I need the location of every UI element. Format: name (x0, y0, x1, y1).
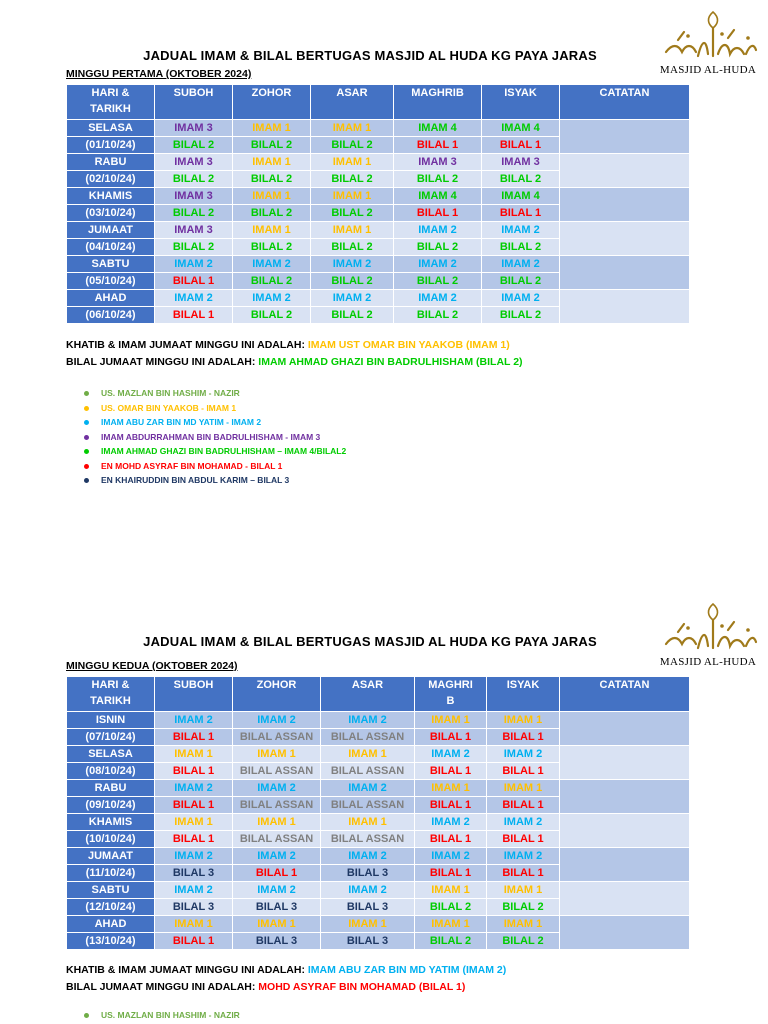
masjid-logo (658, 4, 758, 84)
table-row (67, 290, 690, 307)
list-item: US. MAZLAN BIN HASHIM - NAZIR (84, 386, 346, 401)
imam-cell: IMAM 3 (482, 154, 560, 171)
imam-cell: IMAM 2 (233, 712, 321, 729)
catatan-cell (560, 188, 690, 222)
table-row (67, 916, 690, 933)
week-label: MINGGU PERTAMA (OKTOBER 2024) (66, 68, 252, 80)
bilal-cell: BILAL 3 (321, 899, 415, 916)
list-item: US. MAZLAN BIN HASHIM - NAZIR (84, 1008, 240, 1023)
day-date: (07/10/24) (67, 729, 155, 746)
staff-roster (84, 386, 346, 488)
table-row (67, 746, 690, 763)
khatib-line (66, 337, 523, 354)
table-header-row (67, 677, 690, 712)
header-catatan: CATATAN (560, 85, 690, 120)
imam-cell: IMAM 1 (415, 712, 487, 729)
bilal-cell: BILAL ASSAN (233, 729, 321, 746)
imam-cell: IMAM 4 (482, 188, 560, 205)
bilal-cell: BILAL 2 (311, 137, 394, 154)
day-name: ISNIN (67, 712, 155, 729)
imam-cell: IMAM 2 (321, 848, 415, 865)
imam-cell: IMAM 1 (233, 814, 321, 831)
bilal-cell: BILAL 2 (155, 171, 233, 188)
imam-cell: IMAM 1 (311, 120, 394, 137)
day-date: (01/10/24) (67, 137, 155, 154)
bilal-cell: BILAL 3 (155, 899, 233, 916)
bilal-cell: BILAL 1 (487, 865, 560, 882)
imam-cell: IMAM 1 (233, 222, 311, 239)
day-name: RABU (67, 154, 155, 171)
bullet-icon (84, 420, 89, 425)
header-catatan: CATATAN (560, 677, 690, 712)
imam-cell: IMAM 2 (487, 848, 560, 865)
bilal-cell: BILAL 1 (394, 137, 482, 154)
day-name: JUMAAT (67, 848, 155, 865)
bilal-cell: BILAL 3 (321, 933, 415, 950)
day-name: RABU (67, 780, 155, 797)
day-date: (02/10/24) (67, 171, 155, 188)
logo-caption: MASJID AL-HUDA (659, 656, 757, 668)
table-row (67, 814, 690, 831)
imam-cell: IMAM 3 (155, 120, 233, 137)
imam-cell: IMAM 1 (311, 222, 394, 239)
bilal-cell: BILAL 1 (482, 137, 560, 154)
catatan-cell (560, 780, 690, 814)
week-label: MINGGU KEDUA (OKTOBER 2024) (66, 660, 238, 672)
imam-cell: IMAM 2 (321, 882, 415, 899)
imam-cell: IMAM 2 (155, 882, 233, 899)
table-row (67, 780, 690, 797)
bilal-cell: BILAL 1 (482, 205, 560, 222)
day-date: (04/10/24) (67, 239, 155, 256)
bilal-cell: BILAL 1 (415, 729, 487, 746)
staff-roster (84, 1008, 240, 1023)
bilal-cell: BILAL 2 (233, 205, 311, 222)
day-name: SELASA (67, 746, 155, 763)
list-item: IMAM ABDURRAHMAN BIN BADRULHISHAM - IMAM 3 (84, 430, 346, 445)
catatan-cell (560, 916, 690, 950)
bilal-cell: BILAL 2 (233, 239, 311, 256)
bilal-cell: BILAL 1 (233, 865, 321, 882)
imam-cell: IMAM 2 (155, 290, 233, 307)
bilal-cell: BILAL 1 (415, 797, 487, 814)
day-name: SABTU (67, 882, 155, 899)
bilal-cell: BILAL 2 (394, 239, 482, 256)
table-row (67, 256, 690, 273)
list-item: IMAM AHMAD GHAZI BIN BADRULHISHAM – IMAM 4/BILAL2 (84, 444, 346, 459)
bilal-cell: BILAL 1 (155, 797, 233, 814)
imam-cell: IMAM 2 (482, 256, 560, 273)
day-date: (09/10/24) (67, 797, 155, 814)
imam-cell: IMAM 2 (415, 814, 487, 831)
bilal-cell: BILAL 2 (415, 899, 487, 916)
bilal-cell: BILAL 1 (415, 831, 487, 848)
bilal-cell: BILAL 2 (311, 171, 394, 188)
bilal-cell: BILAL 2 (482, 239, 560, 256)
imam-cell: IMAM 1 (487, 916, 560, 933)
imam-cell: IMAM 2 (394, 256, 482, 273)
bilal-cell: BILAL 2 (233, 171, 311, 188)
catatan-cell (560, 882, 690, 916)
imam-cell: IMAM 1 (415, 882, 487, 899)
schedule-table (66, 84, 690, 324)
imam-cell: IMAM 4 (394, 188, 482, 205)
imam-cell: IMAM 2 (233, 256, 311, 273)
bilal-cell: BILAL 2 (155, 205, 233, 222)
schedule-table (66, 676, 690, 950)
bilal-cell: BILAL 2 (415, 933, 487, 950)
header-suboh: SUBOH (155, 85, 233, 120)
imam-cell: IMAM 1 (155, 746, 233, 763)
imam-cell: IMAM 1 (311, 188, 394, 205)
header-maghrib: MAGHRI B (415, 677, 487, 712)
imam-cell: IMAM 4 (482, 120, 560, 137)
bilal-cell: BILAL 2 (233, 137, 311, 154)
imam-cell: IMAM 4 (394, 120, 482, 137)
bilal-cell: BILAL 1 (394, 205, 482, 222)
bilal-cell: BILAL 2 (482, 171, 560, 188)
catatan-cell (560, 746, 690, 780)
bilal-cell: BILAL ASSAN (321, 763, 415, 780)
bilal-cell: BILAL 2 (311, 205, 394, 222)
bilal-cell: BILAL 2 (482, 307, 560, 324)
bilal-cell: BILAL 1 (155, 763, 233, 780)
day-date: (03/10/24) (67, 205, 155, 222)
bilal-cell: BILAL 1 (415, 763, 487, 780)
bilal-cell: BILAL 1 (487, 831, 560, 848)
imam-cell: IMAM 3 (155, 154, 233, 171)
header-suboh: SUBOH (155, 677, 233, 712)
imam-cell: IMAM 1 (155, 916, 233, 933)
imam-cell: IMAM 1 (321, 916, 415, 933)
day-name: JUMAAT (67, 222, 155, 239)
imam-cell: IMAM 1 (321, 746, 415, 763)
imam-cell: IMAM 2 (155, 848, 233, 865)
bilal-cell: BILAL 1 (155, 307, 233, 324)
imam-cell: IMAM 1 (233, 916, 321, 933)
bilal-cell: BILAL ASSAN (233, 831, 321, 848)
page-title: JADUAL IMAM & BILAL BERTUGAS MASJID AL HUDA KG PAYA JARAS (143, 634, 597, 649)
bullet-icon (84, 406, 89, 411)
imam-cell: IMAM 2 (415, 848, 487, 865)
header-zohor: ZOHOR (233, 677, 321, 712)
table-row (67, 120, 690, 137)
header-isyak: ISYAK (482, 85, 560, 120)
day-name: AHAD (67, 916, 155, 933)
bilal-cell: BILAL 3 (233, 899, 321, 916)
imam-cell: IMAM 1 (487, 780, 560, 797)
table-header-row (67, 85, 690, 120)
imam-cell: IMAM 1 (415, 780, 487, 797)
day-date: (08/10/24) (67, 763, 155, 780)
bilal-cell: BILAL ASSAN (321, 729, 415, 746)
logo-caption: MASJID AL-HUDA (659, 64, 757, 76)
imam-cell: IMAM 2 (487, 746, 560, 763)
table-row (67, 848, 690, 865)
friday-notes (66, 337, 523, 371)
bilal-cell: BILAL 1 (487, 797, 560, 814)
bilal-cell: BILAL ASSAN (233, 797, 321, 814)
bilal-cell: BILAL 2 (487, 899, 560, 916)
imam-cell: IMAM 1 (155, 814, 233, 831)
header-hari-tarikh: HARI & TARIKH (67, 677, 155, 712)
bullet-icon (84, 391, 89, 396)
catatan-cell (560, 154, 690, 188)
bilal-cell: BILAL 2 (394, 307, 482, 324)
bilal-cell: BILAL 2 (311, 239, 394, 256)
bilal-cell: BILAL 2 (394, 273, 482, 290)
imam-cell: IMAM 2 (482, 290, 560, 307)
day-date: (11/10/24) (67, 865, 155, 882)
catatan-cell (560, 120, 690, 154)
khatib-label: KHATIB & IMAM JUMAAT MINGGU INI ADALAH: (66, 339, 305, 351)
catatan-cell (560, 222, 690, 256)
table-row (67, 712, 690, 729)
imam-cell: IMAM 2 (155, 712, 233, 729)
bilal-cell: BILAL 3 (233, 933, 321, 950)
imam-cell: IMAM 1 (487, 882, 560, 899)
day-name: SELASA (67, 120, 155, 137)
table-row (67, 222, 690, 239)
imam-cell: IMAM 1 (311, 154, 394, 171)
bilal-cell: BILAL 2 (155, 137, 233, 154)
page-title: JADUAL IMAM & BILAL BERTUGAS MASJID AL HUDA KG PAYA JARAS (143, 48, 597, 63)
bilal-cell: BILAL 1 (155, 831, 233, 848)
catatan-cell (560, 814, 690, 848)
imam-cell: IMAM 2 (415, 746, 487, 763)
day-date: (05/10/24) (67, 273, 155, 290)
imam-cell: IMAM 2 (233, 290, 311, 307)
table-row (67, 188, 690, 205)
bilal-cell: BILAL 3 (321, 865, 415, 882)
bilal-cell: BILAL 1 (155, 729, 233, 746)
day-name: KHAMIS (67, 188, 155, 205)
imam-cell: IMAM 3 (155, 222, 233, 239)
imam-cell: IMAM 2 (394, 222, 482, 239)
bilal-cell: BILAL ASSAN (233, 763, 321, 780)
imam-cell: IMAM 2 (394, 290, 482, 307)
bullet-icon (84, 1013, 89, 1018)
header-hari-tarikh: HARI & TARIKH (67, 85, 155, 120)
bilal-value: MOHD ASYRAF BIN MOHAMAD (BILAL 1) (258, 981, 466, 993)
bullet-icon (84, 435, 89, 440)
bilal-label: BILAL JUMAAT MINGGU INI ADALAH: (66, 356, 256, 368)
bilal-cell: BILAL 1 (487, 763, 560, 780)
imam-cell: IMAM 2 (321, 712, 415, 729)
imam-cell: IMAM 1 (233, 188, 311, 205)
header-asar: ASAR (321, 677, 415, 712)
header-zohor: ZOHOR (233, 85, 311, 120)
bilal-cell: BILAL ASSAN (321, 797, 415, 814)
bilal-cell: BILAL 2 (487, 933, 560, 950)
friday-notes (66, 962, 506, 996)
bullet-icon (84, 449, 89, 454)
imam-cell: IMAM 2 (155, 256, 233, 273)
bilal-cell: BILAL 2 (482, 273, 560, 290)
bilal-cell: BILAL 2 (233, 273, 311, 290)
imam-cell: IMAM 1 (415, 916, 487, 933)
imam-cell: IMAM 2 (233, 848, 321, 865)
imam-cell: IMAM 2 (233, 882, 321, 899)
khatib-label: KHATIB & IMAM JUMAAT MINGGU INI ADALAH: (66, 964, 305, 976)
bilal-cell: BILAL ASSAN (321, 831, 415, 848)
table-row (67, 882, 690, 899)
day-date: (10/10/24) (67, 831, 155, 848)
imam-cell: IMAM 2 (155, 780, 233, 797)
bilal-line (66, 354, 523, 371)
bilal-cell: BILAL 3 (155, 865, 233, 882)
imam-cell: IMAM 2 (321, 780, 415, 797)
list-item: EN MOHD ASYRAF BIN MOHAMAD - BILAL 1 (84, 459, 346, 474)
khatib-line (66, 962, 506, 979)
day-name: SABTU (67, 256, 155, 273)
list-item: US. OMAR BIN YAAKOB - IMAM 1 (84, 401, 346, 416)
bullet-icon (84, 464, 89, 469)
header-maghrib: MAGHRIB (394, 85, 482, 120)
bilal-cell: BILAL 1 (155, 273, 233, 290)
header-asar: ASAR (311, 85, 394, 120)
bilal-line (66, 979, 506, 996)
imam-cell: IMAM 1 (233, 746, 321, 763)
khatib-value: IMAM ABU ZAR BIN MD YATIM (IMAM 2) (307, 964, 507, 976)
table-row (67, 154, 690, 171)
imam-cell: IMAM 1 (321, 814, 415, 831)
catatan-cell (560, 290, 690, 324)
bilal-cell: BILAL 1 (155, 933, 233, 950)
bilal-cell: BILAL 2 (233, 307, 311, 324)
bilal-value: IMAM AHMAD GHAZI BIN BADRULHISHAM (BILAL 2) (258, 356, 523, 368)
bilal-cell: BILAL 1 (487, 729, 560, 746)
bilal-label: BILAL JUMAAT MINGGU INI ADALAH: (66, 981, 256, 993)
imam-cell: IMAM 1 (233, 120, 311, 137)
imam-cell: IMAM 3 (394, 154, 482, 171)
bilal-cell: BILAL 2 (311, 307, 394, 324)
day-date: (13/10/24) (67, 933, 155, 950)
imam-cell: IMAM 2 (311, 290, 394, 307)
catatan-cell (560, 256, 690, 290)
day-name: KHAMIS (67, 814, 155, 831)
bilal-cell: BILAL 2 (394, 171, 482, 188)
day-date: (12/10/24) (67, 899, 155, 916)
catatan-cell (560, 848, 690, 882)
khatib-value: IMAM UST OMAR BIN YAAKOB (IMAM 1) (307, 339, 510, 351)
header-isyak: ISYAK (487, 677, 560, 712)
bilal-cell: BILAL 1 (415, 865, 487, 882)
bilal-cell: BILAL 2 (311, 273, 394, 290)
imam-cell: IMAM 2 (482, 222, 560, 239)
imam-cell: IMAM 2 (487, 814, 560, 831)
imam-cell: IMAM 1 (233, 154, 311, 171)
bullet-icon (84, 478, 89, 483)
list-item: EN KHAIRUDDIN BIN ABDUL KARIM – BILAL 3 (84, 473, 346, 488)
catatan-cell (560, 712, 690, 746)
imam-cell: IMAM 1 (487, 712, 560, 729)
day-date: (06/10/24) (67, 307, 155, 324)
list-item: IMAM ABU ZAR BIN MD YATIM - IMAM 2 (84, 415, 346, 430)
imam-cell: IMAM 2 (311, 256, 394, 273)
day-name: AHAD (67, 290, 155, 307)
imam-cell: IMAM 3 (155, 188, 233, 205)
imam-cell: IMAM 2 (233, 780, 321, 797)
bilal-cell: BILAL 2 (155, 239, 233, 256)
